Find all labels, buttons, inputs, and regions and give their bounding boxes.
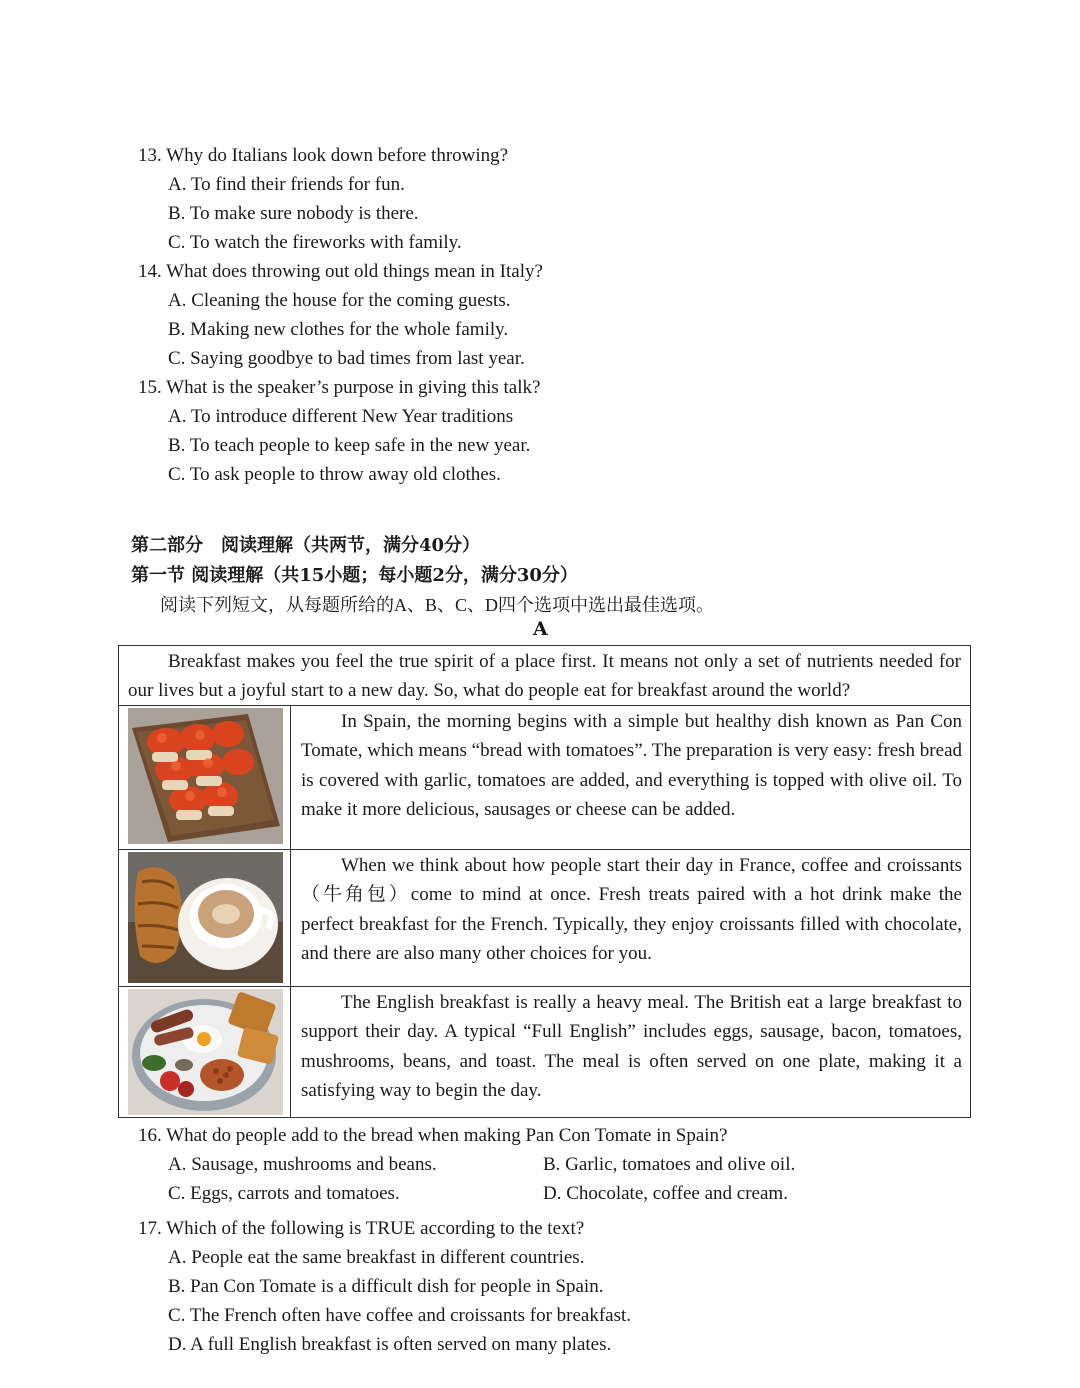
question-13-stem: 13. Why do Italians look down before throwing? [138,145,509,166]
intro-paragraph: Breakfast makes you feel the true spirit of a place first. It means not only a set of nutrients needed for our lives but a joyful start to a new day. So, what do people eat for breakfast around the world? [128,651,961,701]
england-image-cell [119,987,291,1118]
spain-row [119,705,970,849]
question-16-option-b: B. Garlic, tomatoes and olive oil. [543,1154,796,1175]
question-14-option-c: C. Saying goodbye to bad times from last year. [168,348,525,369]
question-15-option-a: A. To introduce different New Year traditions [168,406,514,427]
spain-image-cell [119,706,291,849]
coffee-croissant-image [128,852,283,983]
question-17-option-d: D. A full English breakfast is often served on many plates. [168,1334,612,1355]
full-english-image [128,989,283,1115]
france-row [119,849,970,986]
question-17-stem: 17. Which of the following is TRUE according to the text? [138,1218,585,1239]
question-13-option-c: C. To watch the fireworks with family. [168,232,462,253]
instruction: 阅读下列短文，从每题所给的A、B、C、D四个选项中选出最佳选项。 [160,595,715,615]
question-17-option-b: B. Pan Con Tomate is a difficult dish for people in Spain. [168,1276,604,1297]
question-13-option-a: A. To find their friends for fun. [168,174,405,195]
question-15-option-c: C. To ask people to throw away old clothes. [168,464,501,485]
question-13-option-b: B. To make sure nobody is there. [168,203,419,224]
question-16-stem: 16. What do people add to the bread when making Pan Con Tomate in Spain? [138,1125,728,1146]
question-14-option-a: A. Cleaning the house for the coming guests. [168,290,511,311]
england-row [119,986,970,1118]
spain-paragraph: In Spain, the morning begins with a simple but healthy dish known as Pan Con Tomate, which means “bread with tomatoes”. The preparation is very easy: fresh bread is covered with garlic, tomatoes are added, and everything is topped with olive oil. To make it more delicious, sausages or cheese can be added. [301,711,962,820]
part-heading: 第二部分 阅读理解（共两节，满分40分） [131,535,481,556]
england-paragraph: The English breakfast is really a heavy meal. The British eat a large breakfast to support their day. A typical “Full English” includes eggs, sausage, bacon, tomatoes, mushrooms, beans, and toast. The meal is often served on one plate, making it a satisfying way to begin the day. [301,992,962,1101]
question-14-stem: 14. What does throwing out old things mean in Italy? [138,261,543,282]
question-17-option-c: C. The French often have coffee and croissants for breakfast. [168,1305,632,1326]
section-heading: 第一节 阅读理解（共15小题；每小题2分，满分30分） [131,565,578,586]
question-14-option-b: B. Making new clothes for the whole family. [168,319,509,340]
question-17-option-a: A. People eat the same breakfast in different countries. [168,1247,585,1268]
question-16-option-c: C. Eggs, carrots and tomatoes. [168,1183,400,1204]
france-paragraph: When we think about how people start their day in France, coffee and croissants（牛角包）come to mind at once. Fresh treats paired with a hot drink make the perfect breakfast for the French. Typically, they enjoy croissants filled with chocolate, and there are also many other choices for you. [301,855,962,964]
question-16-option-a: A. Sausage, mushrooms and beans. [168,1154,437,1175]
passage-table [118,645,971,1118]
passage-label: A [533,618,548,640]
pan-con-tomate-image [128,708,283,844]
question-15-stem: 15. What is the speaker’s purpose in giving this talk? [138,377,541,398]
france-image-cell [119,850,291,986]
question-15-option-b: B. To teach people to keep safe in the new year. [168,435,531,456]
question-16-option-d: D. Chocolate, coffee and cream. [543,1183,788,1204]
intro-row [119,646,970,705]
